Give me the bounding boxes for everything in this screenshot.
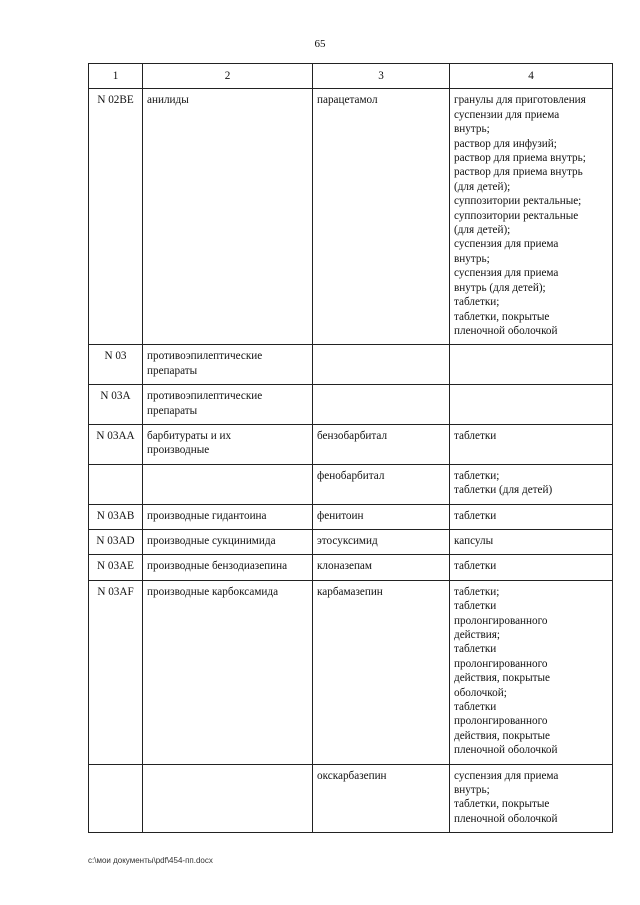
group-cell-line: производные [147,444,210,457]
group-cell-line: барбитураты и их [147,429,232,442]
header-col-2: 2 [143,64,313,89]
dosage-forms-cell-line: пролонгированного [454,614,548,627]
page-number: 65 [314,38,326,50]
dosage-forms-cell [450,89,613,345]
group-cell [143,464,313,504]
atc-code-cell [89,764,143,833]
dosage-forms-cell-line: таблетки [454,600,497,613]
atc-code-cell: N 03 [89,345,143,385]
drug-cell [313,529,450,554]
dosage-forms-cell [450,555,613,580]
atc-code-cell: N 03AB [89,504,143,529]
dosage-forms-cell-line: внутрь; [454,252,490,265]
table-header-row [89,64,613,89]
drug-cell-line: парацетамол [317,94,378,107]
dosage-forms-cell [450,504,613,529]
dosage-forms-cell-line: действия, покрытые [454,729,551,742]
dosage-forms-cell-line: раствор для приема внутрь; [454,152,586,165]
drug-cell-line: фенобарбитал [317,469,385,482]
dosage-forms-cell [450,529,613,554]
drug-cell-line: этосуксимид [317,534,378,547]
dosage-forms-cell-line: суспензия для приема [454,238,559,251]
drug-cell-line: бензобарбитал [317,429,388,442]
drug-cell [313,504,450,529]
group-cell [143,580,313,764]
drug-cell [313,424,450,464]
drug-cell-line: фенитоин [317,509,364,522]
drug-cell [313,345,450,385]
atc-code-cell [89,464,143,504]
group-cell [143,555,313,580]
dosage-forms-cell-line: суспензии для приема [454,108,560,121]
dosage-forms-cell-line: таблетки, покрытые [454,310,550,323]
dosage-forms-cell-line: гранулы для приготовления [454,94,586,107]
file-path-footer: c:\мои документы\pdf\454-пп.docx [88,856,213,865]
group-cell-line: препараты [147,364,198,377]
table-row [89,89,613,345]
dosage-forms-cell-line: таблетки; [454,585,500,598]
dosage-forms-cell-line: таблетки, покрытые [454,798,550,811]
dosage-forms-cell-line: пролонгированного [454,715,548,728]
dosage-forms-cell-line: раствор для приема внутрь [454,166,583,179]
dosage-forms-cell-line: суппозитории ректальные [454,209,579,222]
dosage-forms-cell [450,580,613,764]
dosage-forms-cell-line: пролонгированного [454,657,548,670]
atc-code-cell: N 03AD [89,529,143,554]
drug-cell [313,555,450,580]
header-col-3: 3 [313,64,450,89]
dosage-forms-cell-line: суппозитории ректальные; [454,195,582,208]
group-cell [143,529,313,554]
drug-cell-line: карбамазепин [317,585,383,598]
atc-code-cell: N 02BE [89,89,143,345]
dosage-forms-cell-line: таблетки [454,429,497,442]
dosage-forms-cell-line: таблетки; [454,296,500,309]
header-col-4: 4 [450,64,613,89]
dosage-forms-cell [450,764,613,833]
group-cell-line: производные сукцинимида [147,534,276,547]
group-cell-line: производные карбоксамида [147,585,279,598]
atc-code-cell: N 03A [89,385,143,425]
table-row [89,504,613,529]
dosage-forms-cell-line: внутрь; [454,123,490,136]
dosage-forms-cell-line: суспензия для приема [454,769,559,782]
table-row [89,464,613,504]
dosage-forms-cell-line: суспензия для приема [454,267,559,280]
group-cell-line: анилиды [147,94,189,107]
drug-cell [313,89,450,345]
group-cell [143,89,313,345]
dosage-forms-cell-line: действия; [454,629,501,641]
atc-code-cell: N 03AA [89,424,143,464]
dosage-forms-cell-line: пленочной оболочкой [454,744,558,757]
dosage-forms-cell-line: (для детей); [454,180,511,193]
atc-code-cell: N 03AE [89,555,143,580]
group-cell [143,424,313,464]
group-cell [143,385,313,425]
header-col-1: 1 [89,64,143,89]
table-row [89,580,613,764]
group-cell-line: противоэпилептические [147,350,263,363]
dosage-forms-cell-line: таблетки [454,560,497,573]
atc-code-cell: N 03AF [89,580,143,764]
table-row [89,555,613,580]
group-cell-line: производные бензодиазепина [147,560,288,573]
dosage-forms-cell-line: таблетки [454,701,497,714]
dosage-forms-cell [450,424,613,464]
drug-cell [313,580,450,764]
dosage-forms-cell-line: таблетки [454,509,497,522]
dosage-forms-cell-line: пленочной оболочкой [454,812,558,825]
group-cell-line: производные гидантоина [147,509,267,522]
group-cell [143,504,313,529]
drug-cell [313,764,450,833]
table-body [89,89,613,833]
dosage-forms-cell [450,385,613,425]
drug-cell [313,385,450,425]
table-row [89,424,613,464]
group-cell-line: противоэпилептические [147,390,263,403]
dosage-forms-cell-line: таблетки; [454,469,500,482]
dosage-forms-cell-line: капсулы [454,534,494,547]
table-row [89,385,613,425]
dosage-forms-cell [450,345,613,385]
dosage-forms-cell-line: пленочной оболочкой [454,324,558,337]
drug-cell [313,464,450,504]
medication-table [88,63,613,833]
group-cell [143,764,313,833]
dosage-forms-cell-line: действия, покрытые [454,672,551,685]
table-row [89,764,613,833]
group-cell-line: препараты [147,404,198,417]
drug-cell-line: окскарбазепин [317,769,387,782]
table-row [89,529,613,554]
dosage-forms-cell-line: внутрь (для детей); [454,281,546,294]
dosage-forms-cell-line: (для детей); [454,224,511,237]
dosage-forms-cell-line: оболочкой; [454,686,507,699]
dosage-forms-cell-line: внутрь; [454,784,490,797]
dosage-forms-cell [450,464,613,504]
dosage-forms-cell-line: таблетки (для детей) [454,484,553,497]
table-row [89,345,613,385]
drug-cell-line: клоназепам [317,560,372,573]
dosage-forms-cell-line: раствор для инфузий; [454,137,557,150]
group-cell [143,345,313,385]
dosage-forms-cell-line: таблетки [454,643,497,656]
